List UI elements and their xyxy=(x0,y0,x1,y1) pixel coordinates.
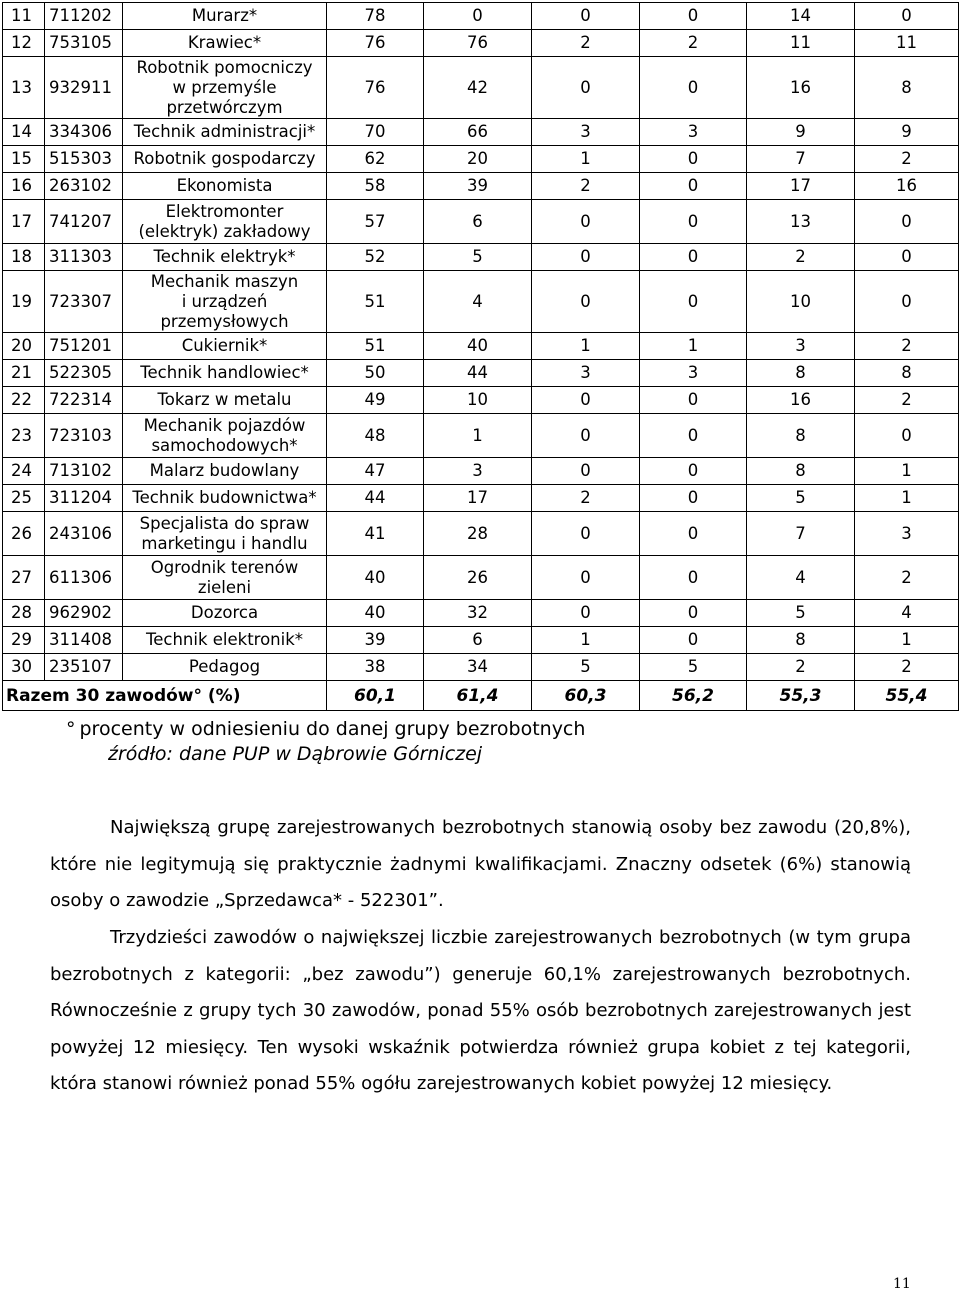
value-cell: 0 xyxy=(532,3,640,30)
table-row xyxy=(3,387,959,414)
row-number-cell: 15 xyxy=(3,146,45,173)
total-value-cell: 60,3 xyxy=(532,681,640,711)
value-cell: 40 xyxy=(327,556,424,600)
occupation-name-cell: Technik elektryk* xyxy=(123,244,327,271)
value-cell: 42 xyxy=(424,57,532,119)
value-cell: 9 xyxy=(855,119,959,146)
value-cell: 8 xyxy=(747,414,855,458)
occupation-code-cell: 713102 xyxy=(45,458,123,485)
value-cell: 2 xyxy=(855,146,959,173)
value-cell: 3 xyxy=(855,512,959,556)
value-cell: 2 xyxy=(855,387,959,414)
value-cell: 4 xyxy=(855,600,959,627)
row-number-cell: 12 xyxy=(3,30,45,57)
value-cell: 0 xyxy=(640,244,747,271)
value-cell: 17 xyxy=(747,173,855,200)
value-cell: 3 xyxy=(640,119,747,146)
table-row xyxy=(3,556,959,600)
table-row xyxy=(3,200,959,244)
value-cell: 8 xyxy=(855,360,959,387)
value-cell: 0 xyxy=(640,173,747,200)
total-value-cell: 55,3 xyxy=(747,681,855,711)
value-cell: 7 xyxy=(747,512,855,556)
value-cell: 8 xyxy=(747,458,855,485)
table-row xyxy=(3,627,959,654)
value-cell: 34 xyxy=(424,654,532,681)
occupation-name-cell: Ekonomista xyxy=(123,173,327,200)
table-row xyxy=(3,512,959,556)
occupation-code-cell: 751201 xyxy=(45,333,123,360)
value-cell: 0 xyxy=(532,244,640,271)
occupation-name-cell: Robotnik gospodarczy xyxy=(123,146,327,173)
table-row xyxy=(3,654,959,681)
row-number-cell: 30 xyxy=(3,654,45,681)
table-row xyxy=(3,485,959,512)
value-cell: 17 xyxy=(424,485,532,512)
occupation-code-cell: 243106 xyxy=(45,512,123,556)
occupation-name-cell: Krawiec* xyxy=(123,30,327,57)
row-number-cell: 20 xyxy=(3,333,45,360)
occupation-name-cell: Tokarz w metalu xyxy=(123,387,327,414)
value-cell: 0 xyxy=(532,458,640,485)
value-cell: 76 xyxy=(327,30,424,57)
table-row xyxy=(3,360,959,387)
occupation-name-cell: Malarz budowlany xyxy=(123,458,327,485)
value-cell: 5 xyxy=(532,654,640,681)
occupation-code-cell: 311204 xyxy=(45,485,123,512)
value-cell: 3 xyxy=(640,360,747,387)
value-cell: 8 xyxy=(747,627,855,654)
total-value-cell: 60,1 xyxy=(327,681,424,711)
value-cell: 0 xyxy=(532,200,640,244)
table-row xyxy=(3,173,959,200)
value-cell: 4 xyxy=(424,271,532,333)
occupation-name-cell: Technik budownictwa* xyxy=(123,485,327,512)
value-cell: 1 xyxy=(532,146,640,173)
value-cell: 2 xyxy=(855,556,959,600)
row-number-cell: 16 xyxy=(3,173,45,200)
value-cell: 48 xyxy=(327,414,424,458)
value-cell: 2 xyxy=(532,30,640,57)
row-number-cell: 25 xyxy=(3,485,45,512)
value-cell: 57 xyxy=(327,200,424,244)
value-cell: 0 xyxy=(640,512,747,556)
occupation-code-cell: 522305 xyxy=(45,360,123,387)
value-cell: 0 xyxy=(532,57,640,119)
value-cell: 10 xyxy=(424,387,532,414)
source-note: źródło: dane PUP w Dąbrowie Górniczej xyxy=(108,743,483,765)
value-cell: 0 xyxy=(855,3,959,30)
occupation-code-cell: 235107 xyxy=(45,654,123,681)
value-cell: 1 xyxy=(855,458,959,485)
value-cell: 2 xyxy=(747,654,855,681)
value-cell: 1 xyxy=(640,333,747,360)
value-cell: 0 xyxy=(532,556,640,600)
occupation-name-cell: Mechanik maszyn i urządzeń przemysłowych xyxy=(123,271,327,333)
value-cell: 39 xyxy=(327,627,424,654)
value-cell: 2 xyxy=(855,654,959,681)
value-cell: 0 xyxy=(640,200,747,244)
value-cell: 0 xyxy=(532,600,640,627)
value-cell: 0 xyxy=(640,627,747,654)
occupation-code-cell: 711202 xyxy=(45,3,123,30)
table-row xyxy=(3,271,959,333)
value-cell: 16 xyxy=(747,387,855,414)
occupation-code-cell: 263102 xyxy=(45,173,123,200)
value-cell: 13 xyxy=(747,200,855,244)
table-row xyxy=(3,30,959,57)
value-cell: 20 xyxy=(424,146,532,173)
value-cell: 1 xyxy=(532,333,640,360)
table-row xyxy=(3,57,959,119)
table-body xyxy=(3,3,959,711)
value-cell: 52 xyxy=(327,244,424,271)
value-cell: 2 xyxy=(640,30,747,57)
value-cell: 40 xyxy=(424,333,532,360)
value-cell: 2 xyxy=(532,485,640,512)
value-cell: 0 xyxy=(640,458,747,485)
total-value-cell: 55,4 xyxy=(855,681,959,711)
value-cell: 28 xyxy=(424,512,532,556)
value-cell: 0 xyxy=(640,485,747,512)
footnote xyxy=(66,717,585,741)
occupation-name-cell: Pedagog xyxy=(123,654,327,681)
occupation-code-cell: 723307 xyxy=(45,271,123,333)
value-cell: 66 xyxy=(424,119,532,146)
value-cell: 10 xyxy=(747,271,855,333)
value-cell: 3 xyxy=(747,333,855,360)
occupation-code-cell: 723103 xyxy=(45,414,123,458)
value-cell: 7 xyxy=(747,146,855,173)
total-value-cell: 61,4 xyxy=(424,681,532,711)
row-number-cell: 17 xyxy=(3,200,45,244)
value-cell: 0 xyxy=(640,556,747,600)
paragraph-2: Trzydzieści zawodów o największej liczbie zarejestrowanych bezrobotnych (w tym grupa bezrobotnych z kategorii: „bez zawodu”) generuje 60,1% zarejestrowanych bezrobotnych. Równocześnie z grupy tych 30 zawodów, ponad 55% osób bezrobotnych zarejestrowanych jest powyżej 12 miesięcy. Ten wysoki wskaźnik potwierdza również grupa kobiet z tej kategorii, która stanowi również ponad 55% ogółu zarejestrowanych kobiet powyżej 12 miesięcy. xyxy=(50,927,911,1094)
row-number-cell: 27 xyxy=(3,556,45,600)
value-cell: 0 xyxy=(855,271,959,333)
value-cell: 9 xyxy=(747,119,855,146)
value-cell: 1 xyxy=(532,627,640,654)
row-number-cell: 29 xyxy=(3,627,45,654)
footnote-text: procenty w odniesieniu do danej grupy bezrobotnych xyxy=(79,718,586,740)
table-row xyxy=(3,414,959,458)
occupation-code-cell: 932911 xyxy=(45,57,123,119)
row-number-cell: 19 xyxy=(3,271,45,333)
table-row xyxy=(3,119,959,146)
value-cell: 5 xyxy=(747,485,855,512)
occupation-name-cell: Dozorca xyxy=(123,600,327,627)
total-label: Razem 30 zawodów° (%) xyxy=(3,681,327,711)
occupation-name-cell: Murarz* xyxy=(123,3,327,30)
row-number-cell: 26 xyxy=(3,512,45,556)
value-cell: 62 xyxy=(327,146,424,173)
value-cell: 0 xyxy=(532,271,640,333)
row-number-cell: 28 xyxy=(3,600,45,627)
value-cell: 51 xyxy=(327,271,424,333)
occupation-name-cell: Ogrodnik terenów zieleni xyxy=(123,556,327,600)
value-cell: 26 xyxy=(424,556,532,600)
occupation-code-cell: 311408 xyxy=(45,627,123,654)
value-cell: 58 xyxy=(327,173,424,200)
value-cell: 47 xyxy=(327,458,424,485)
occupation-code-cell: 334306 xyxy=(45,119,123,146)
table-row xyxy=(3,3,959,30)
row-number-cell: 13 xyxy=(3,57,45,119)
value-cell: 2 xyxy=(532,173,640,200)
value-cell: 3 xyxy=(532,360,640,387)
value-cell: 5 xyxy=(747,600,855,627)
occupation-code-cell: 753105 xyxy=(45,30,123,57)
value-cell: 49 xyxy=(327,387,424,414)
occupation-name-cell: Technik administracji* xyxy=(123,119,327,146)
value-cell: 70 xyxy=(327,119,424,146)
row-number-cell: 14 xyxy=(3,119,45,146)
value-cell: 76 xyxy=(327,57,424,119)
row-number-cell: 23 xyxy=(3,414,45,458)
value-cell: 40 xyxy=(327,600,424,627)
value-cell: 3 xyxy=(424,458,532,485)
value-cell: 41 xyxy=(327,512,424,556)
value-cell: 0 xyxy=(424,3,532,30)
occupation-code-cell: 311303 xyxy=(45,244,123,271)
value-cell: 38 xyxy=(327,654,424,681)
value-cell: 44 xyxy=(424,360,532,387)
value-cell: 44 xyxy=(327,485,424,512)
occupations-table xyxy=(2,2,959,711)
table-row xyxy=(3,600,959,627)
value-cell: 50 xyxy=(327,360,424,387)
value-cell: 11 xyxy=(855,30,959,57)
value-cell: 1 xyxy=(424,414,532,458)
value-cell: 6 xyxy=(424,200,532,244)
value-cell: 1 xyxy=(855,485,959,512)
value-cell: 0 xyxy=(855,244,959,271)
value-cell: 8 xyxy=(855,57,959,119)
value-cell: 0 xyxy=(640,414,747,458)
occupation-name-cell: Technik handlowiec* xyxy=(123,360,327,387)
value-cell: 39 xyxy=(424,173,532,200)
table-row xyxy=(3,244,959,271)
occupation-name-cell: Cukiernik* xyxy=(123,333,327,360)
value-cell: 2 xyxy=(855,333,959,360)
value-cell: 0 xyxy=(855,200,959,244)
value-cell: 5 xyxy=(640,654,747,681)
value-cell: 0 xyxy=(855,414,959,458)
occupation-name-cell: Mechanik pojazdów samochodowych* xyxy=(123,414,327,458)
row-number-cell: 11 xyxy=(3,3,45,30)
row-number-cell: 21 xyxy=(3,360,45,387)
value-cell: 0 xyxy=(532,387,640,414)
value-cell: 8 xyxy=(747,360,855,387)
table-row xyxy=(3,458,959,485)
value-cell: 0 xyxy=(640,600,747,627)
value-cell: 2 xyxy=(747,244,855,271)
value-cell: 14 xyxy=(747,3,855,30)
occupation-name-cell: Elektromonter (elektryk) zakładowy xyxy=(123,200,327,244)
value-cell: 0 xyxy=(532,414,640,458)
value-cell: 0 xyxy=(640,57,747,119)
value-cell: 11 xyxy=(747,30,855,57)
value-cell: 32 xyxy=(424,600,532,627)
footnote-symbol: ° xyxy=(66,718,76,740)
value-cell: 16 xyxy=(747,57,855,119)
total-row xyxy=(3,681,959,711)
row-number-cell: 24 xyxy=(3,458,45,485)
occupation-code-cell: 515303 xyxy=(45,146,123,173)
total-value-cell: 56,2 xyxy=(640,681,747,711)
row-number-cell: 18 xyxy=(3,244,45,271)
value-cell: 0 xyxy=(532,512,640,556)
table-row xyxy=(3,333,959,360)
value-cell: 51 xyxy=(327,333,424,360)
occupation-name-cell: Specjalista do spraw marketingu i handlu xyxy=(123,512,327,556)
value-cell: 0 xyxy=(640,271,747,333)
occupation-name-cell: Technik elektronik* xyxy=(123,627,327,654)
value-cell: 4 xyxy=(747,556,855,600)
occupation-code-cell: 611306 xyxy=(45,556,123,600)
value-cell: 0 xyxy=(640,146,747,173)
value-cell: 1 xyxy=(855,627,959,654)
occupation-code-cell: 722314 xyxy=(45,387,123,414)
page-number: 11 xyxy=(893,1276,911,1292)
table-row xyxy=(3,146,959,173)
occupation-code-cell: 962902 xyxy=(45,600,123,627)
row-number-cell: 22 xyxy=(3,387,45,414)
value-cell: 3 xyxy=(532,119,640,146)
value-cell: 76 xyxy=(424,30,532,57)
value-cell: 16 xyxy=(855,173,959,200)
value-cell: 0 xyxy=(640,387,747,414)
occupation-code-cell: 741207 xyxy=(45,200,123,244)
value-cell: 6 xyxy=(424,627,532,654)
paragraph-1: Największą grupę zarejestrowanych bezrobotnych stanowią osoby bez zawodu (20,8%), które nie legitymują się praktycznie żadnymi kwalifikacjami. Znaczny odsetek (6%) stanowią osoby o zawodzie „Sprzedawca* - 522301”. xyxy=(50,817,911,911)
value-cell: 78 xyxy=(327,3,424,30)
value-cell: 0 xyxy=(640,3,747,30)
value-cell: 5 xyxy=(424,244,532,271)
occupation-name-cell: Robotnik pomocniczy w przemyśle przetwórczym xyxy=(123,57,327,119)
